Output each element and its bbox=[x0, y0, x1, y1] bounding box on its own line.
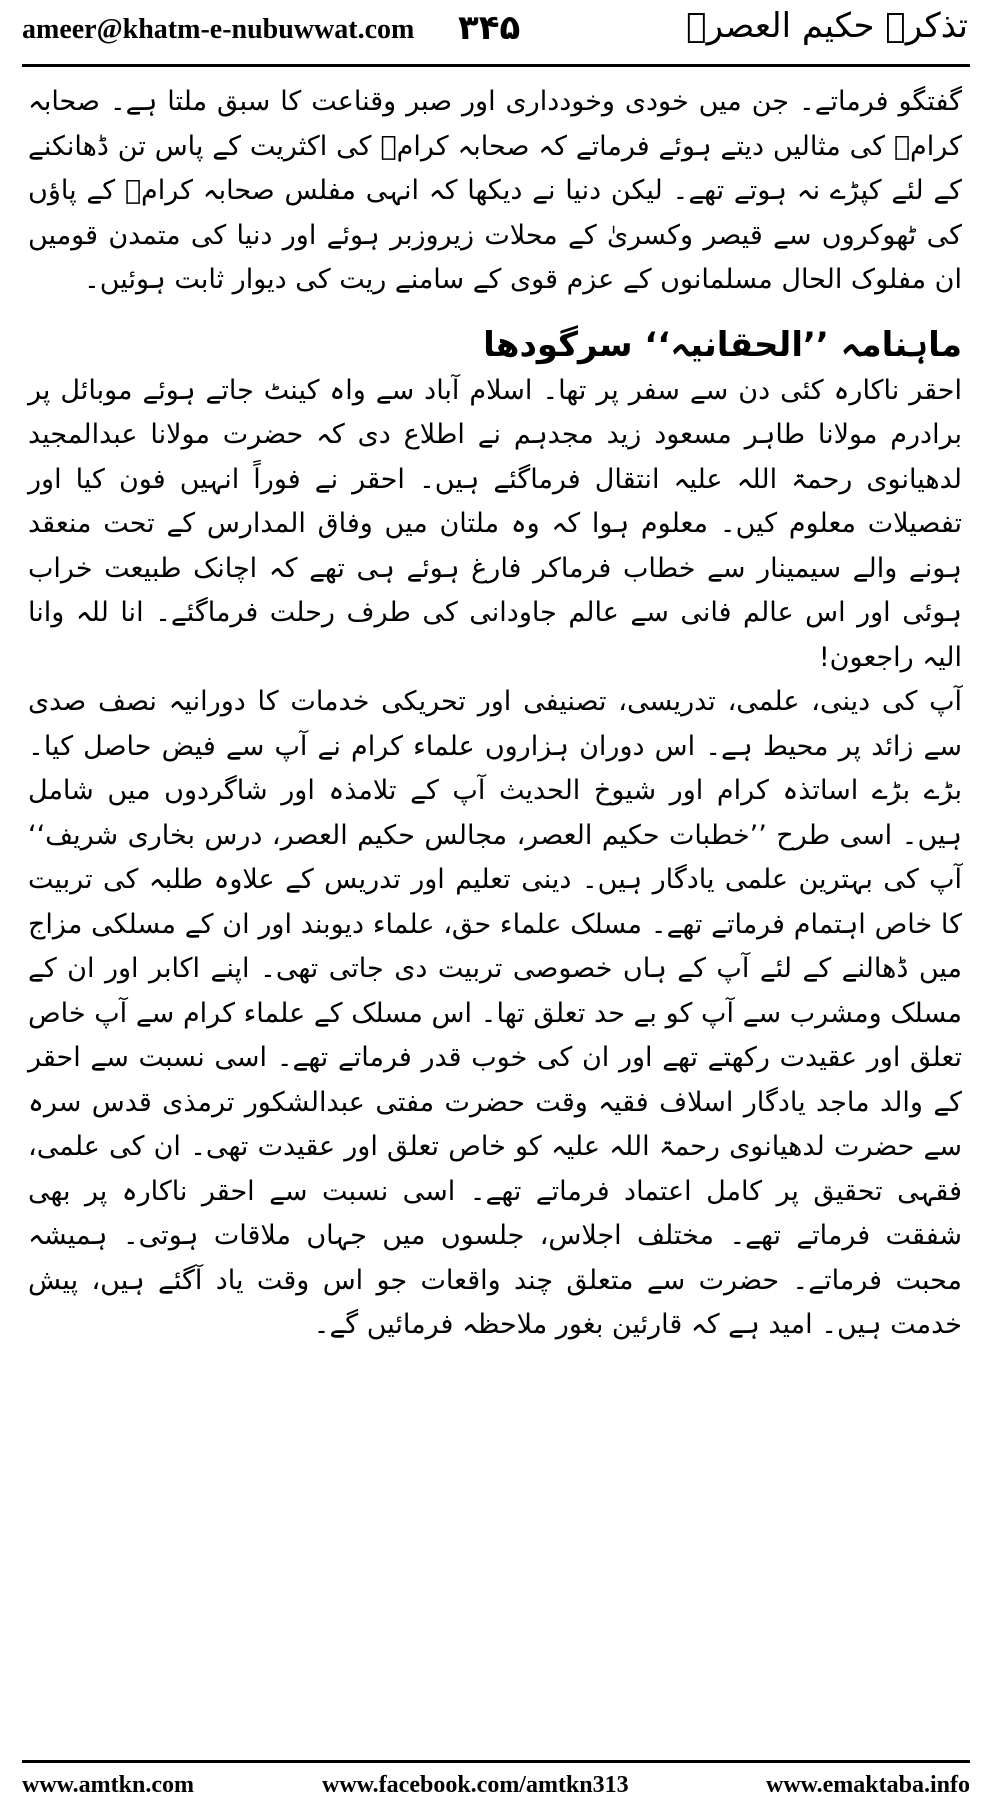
page-header bbox=[0, 0, 990, 60]
paragraph-2: احقر ناکارہ کئی دن سے سفر پر تھا۔ اسلام آباد سے واہ کینٹ جاتے ہوئے موبائل پر برادرم مولانا طاہر مسعود زید مجدہم نے اطلاع دی کہ حضرت مولانا عبدالمجید لدھیانوی رحمۃ اللہ علیہ انتقال فرماگئے ہیں۔ احقر نے فوراً انہیں فون کیا اور تفصیلات معلوم کیں۔ معلوم ہوا کہ وہ ملتان میں وفاق المدارس کے تحت منعقد ہونے والے سیمینار سے خطاب فرماکر فارغ ہوئے ہی تھے کہ اچانک طبیعت خراب ہوئی اور اس عالم فانی سے عالم جاودانی کی طرف رحلت فرماگئے۔ انا للہ وانا الیہ راجعون! bbox=[28, 374, 962, 673]
paragraph-3: آپ کی دینی، علمی، تدریسی، تصنیفی اور تحریکی خدمات کا دورانیہ نصف صدی سے زائد پر محیط ہے۔ اس دوران ہزاروں علماء کرام نے آپ سے فیض حاصل کیا۔ بڑے بڑے اساتذہ کرام اور شیوخ الحدیث آپ کے تلامذہ اور شاگردوں میں شامل ہیں۔ اسی طرح ’’خطبات حکیم العصر، مجالس حکیم العصر، درس بخاری شریف‘‘ آپ کی بہترین علمی یادگار ہیں۔ دینی تعلیم اور تدریس کے علاوہ طلبہ کی تربیت کا خاص اہتمام فرماتے تھے۔ مسلک علماء حق، علماء دیوبند اور ان کے مسلکی مزاج میں ڈھالنے کے لئے آپ کے ہاں خصوصی تربیت دی جاتی تھی۔ اپنے اکابر اور ان کے مسلک ومشرب سے آپ کو بے حد تعلق تھا۔ اس مسلک کے علماء کرام سے آپ خاص تعلق اور عقیدت رکھتے تھے اور ان کی خوب قدر فرماتے تھے۔ اسی نسبت سے احقر کے والد ماجد یادگار اسلاف فقیہ وقت حضرت مفتی عبدالشکور ترمذی قدس سرہ سے حضرت لدھیانوی رحمۃ اللہ علیہ کو خاص تعلق اور عقیدت تھی۔ ان کی علمی، فقہی تحقیق پر کامل اعتماد فرماتے تھے۔ اسی نسبت سے احقر ناکارہ پر بھی شفقت فرماتے تھے۔ مختلف اجلاس، جلسوں میں جہاں ملاقات ہوتی۔ ہمیشہ محبت فرماتے۔ حضرت سے متعلق چند واقعات جو اس وقت یاد آگئے ہیں، پیش خدمت ہیں۔ امید ہے کہ قارئین بغور ملاحظہ فرمائیں گے۔ bbox=[28, 686, 962, 1340]
header-rule bbox=[22, 64, 970, 67]
footer-link-amtkn[interactable]: www.amtkn.com bbox=[22, 1772, 194, 1798]
book-title: تذکرہ حکیم العصرؒ bbox=[686, 6, 968, 46]
footer-rule bbox=[22, 1760, 970, 1763]
page-number: ۳۴۵ bbox=[458, 8, 521, 48]
page-footer bbox=[22, 1772, 970, 1808]
page-body bbox=[28, 80, 962, 1348]
footer-link-facebook[interactable]: www.facebook.com/amtkn313 bbox=[322, 1772, 629, 1798]
section-heading: ماہنامہ ’’الحقانیہ‘‘ سرگودھا bbox=[483, 324, 962, 365]
header-email: ameer@khatm-e-nubuwwat.com bbox=[22, 14, 415, 45]
paragraph-1: گفتگو فرماتے۔ جن میں خودی وخودداری اور صبر وقناعت کا سبق ملتا ہے۔ صحابہ کرامؓ کی مثالیں دیتے ہوئے فرماتے کہ صحابہ کرامؓ کی اکثریت کے پاس تن ڈھانکنے کے لئے کپڑے نہ ہوتے تھے۔ لیکن دنیا نے دیکھا کہ انہی مفلس صحابہ کرامؓ کے پاؤں کی ٹھوکروں سے قیصر وکسریٰ کے محلات زیروزبر ہوئے اور دنیا کی متمدن قومیں ان مفلوک الحال مسلمانوں کے عزم قوی کے سامنے ریت کی دیوار ثابت ہوئیں۔ bbox=[28, 86, 962, 295]
footer-link-emaktaba[interactable]: www.emaktaba.info bbox=[765, 1772, 970, 1798]
